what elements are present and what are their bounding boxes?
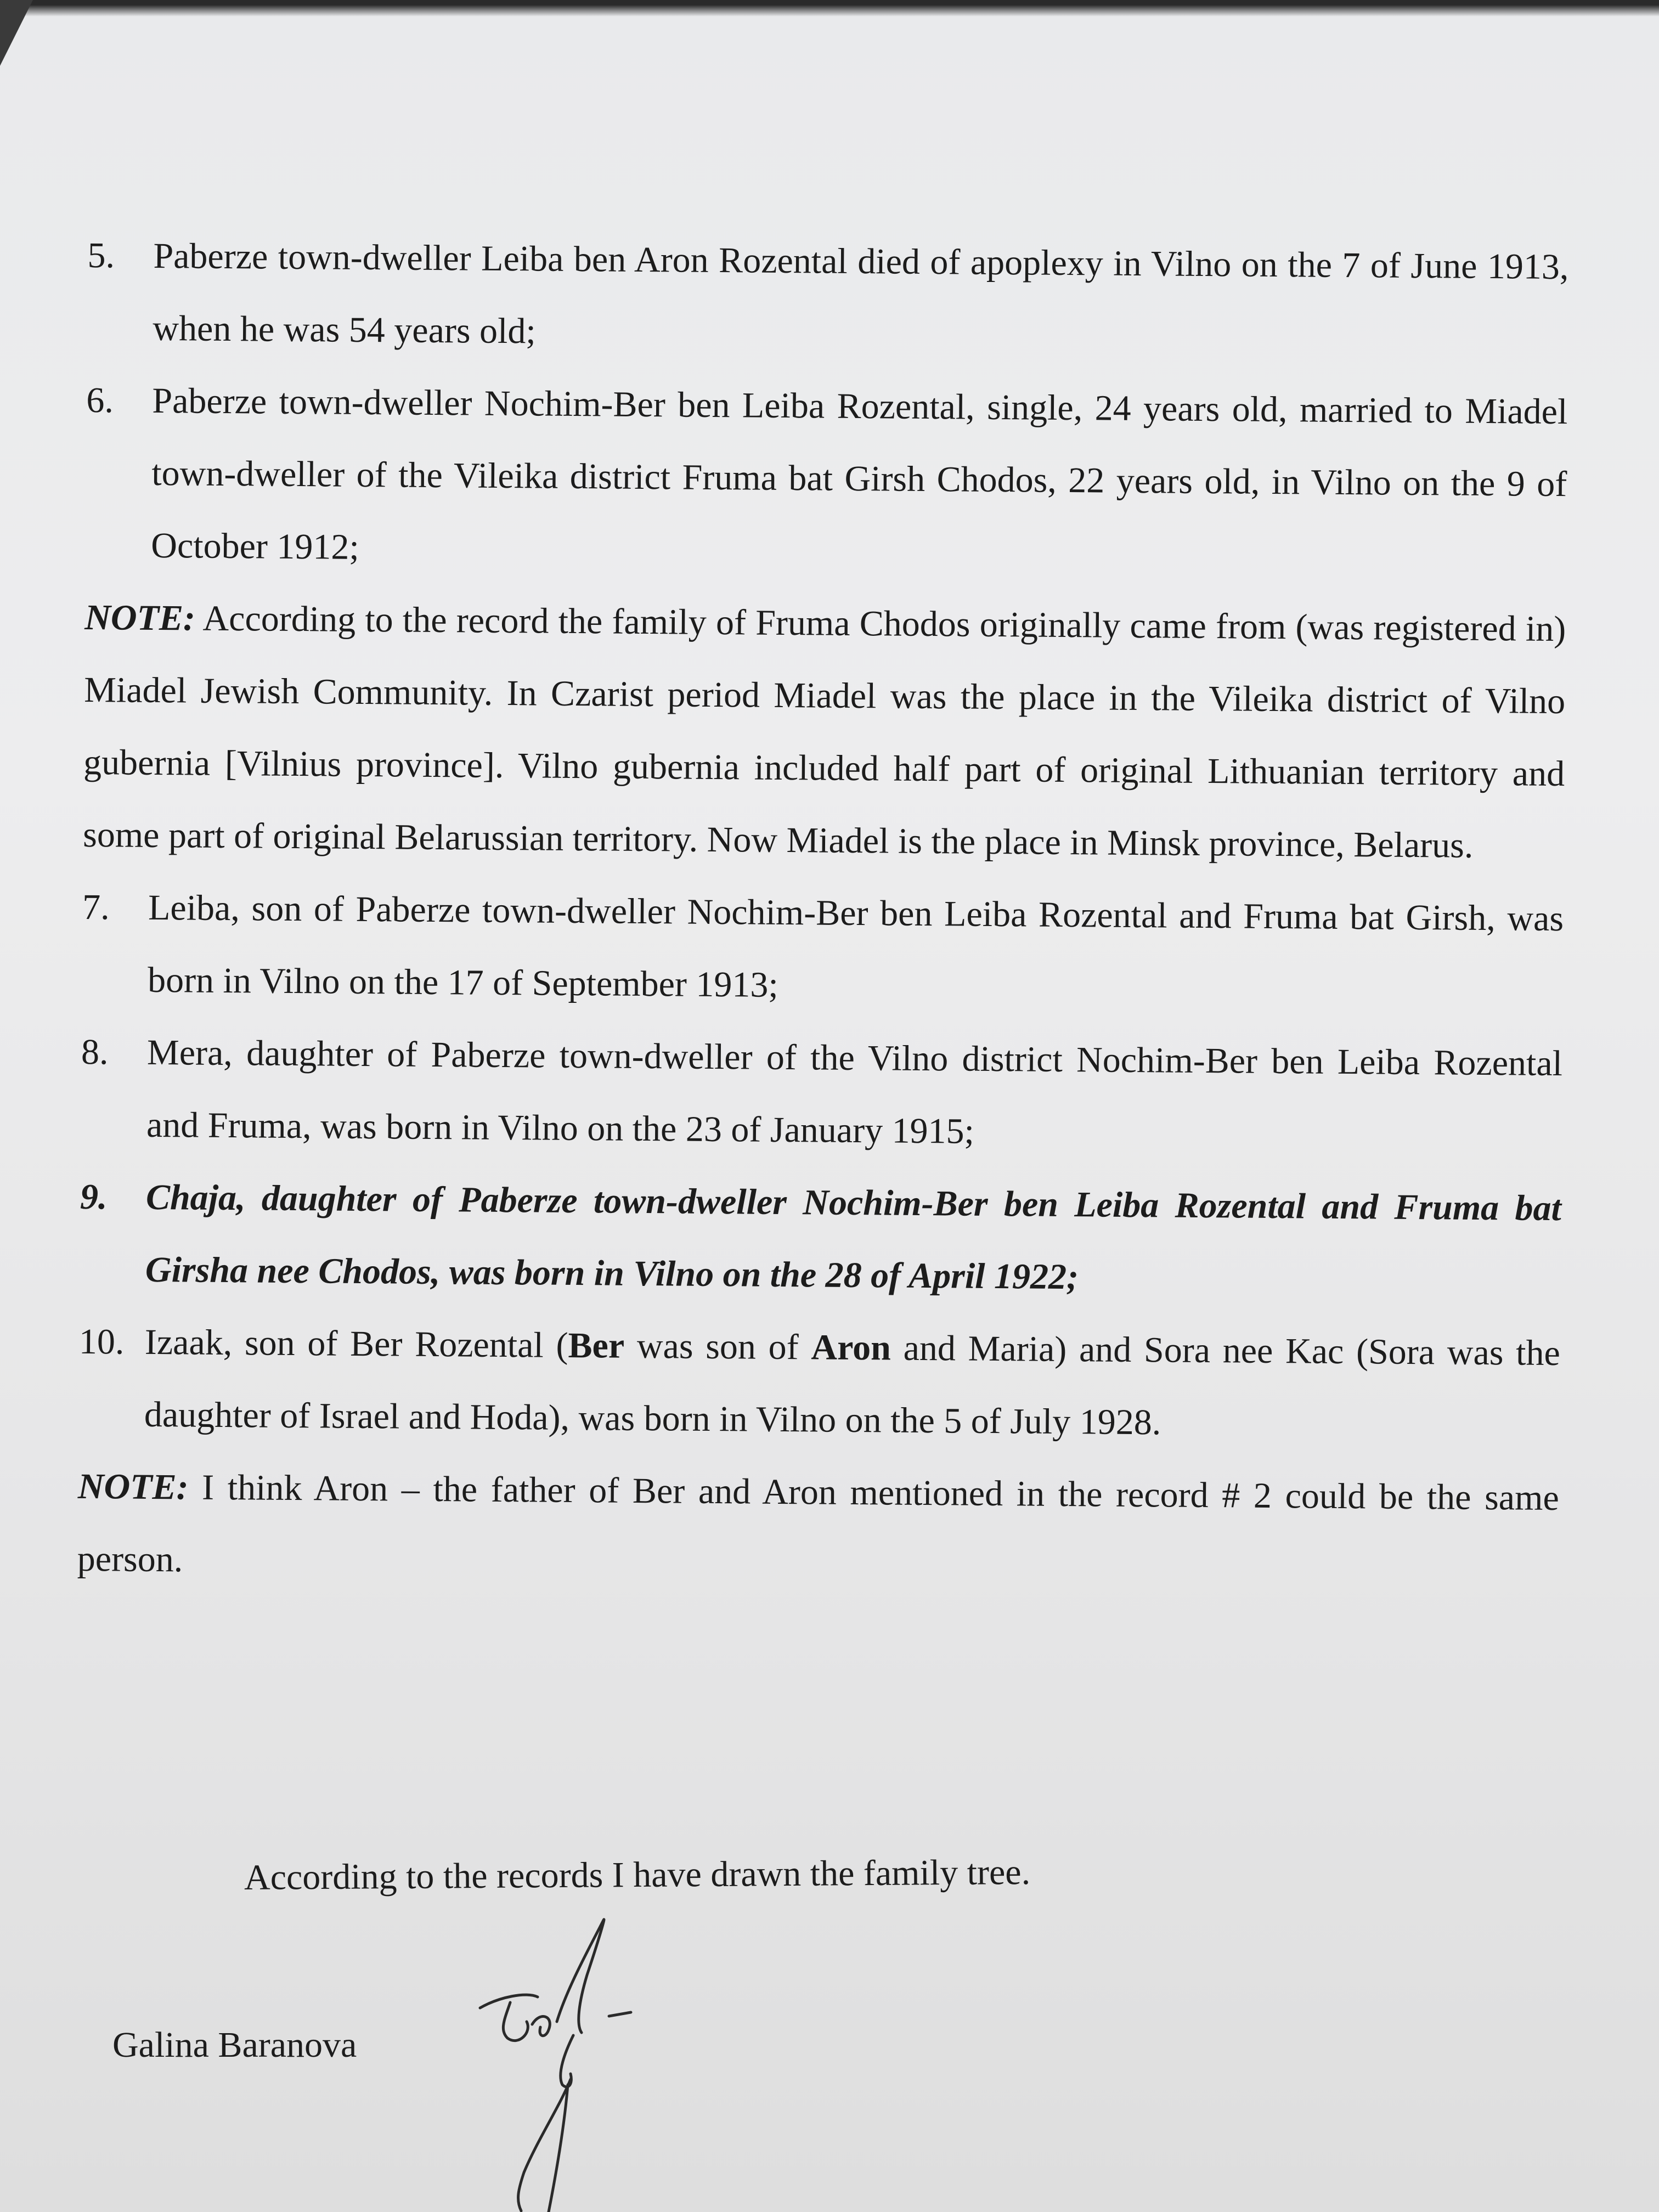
record-item-9 [79, 1161, 1561, 1317]
bold-name-aron: Aron [811, 1327, 891, 1368]
record-number: 8. [81, 1031, 109, 1073]
record-text-part: Izaak, son of Ber Rozental ( [144, 1322, 568, 1365]
closing-statement: According to the records I have drawn the family tree. [244, 1852, 1031, 1898]
record-item-6 [85, 364, 1568, 593]
note-label: NOTE: [84, 597, 196, 639]
top-edge-shadow [0, 0, 1659, 16]
record-item-5 [87, 219, 1569, 376]
record-text: Chaja, daughter of Paberze town-dweller Nochim-Ber ben Leiba Rozental and Fruma bat Girsha nee Chodos, was born in Vilno on the 28 of April 1922; [145, 1177, 1562, 1297]
record-text-part: and Maria) and Sora nee Kac (Sora was the daughter of Israel and Hoda), was born in Vilno on the 5 of July 1928. [144, 1328, 1561, 1443]
bold-name-ber: Ber [568, 1325, 625, 1366]
handwritten-signature [466, 1909, 686, 2212]
record-item-10 [78, 1306, 1560, 1462]
record-text: Paberze town-dweller Nochim-Ber ben Leiba Rozental, single, 24 years old, married to Miadel town-dweller of the Vileika district Fruma bat Girsh Chodos, 22 years old, in Vilno on the 9 of October 1912; [151, 380, 1568, 567]
note-label: NOTE: [77, 1466, 189, 1508]
note-text: According to the record the family of Fruma Chodos originally came from (was registered in) Miadel Jewish Community. In Czarist period Miadel was the place in the Vileika district of Vilno gubernia [Vilnius province]. Vilno gubernia included half part of original Lithuanian territory and some part of original Belarussian territory. Now Miadel is the place in Minsk province, Belarus. [82, 598, 1566, 866]
record-item-8 [81, 1016, 1563, 1172]
record-number: 7. [82, 887, 110, 928]
signer-name: Galina Baranova [112, 2025, 357, 2065]
record-list [77, 219, 1569, 1607]
record-text: Mera, daughter of Paberze town-dweller of the Vilno district Nochim-Ber ben Leiba Rozental and Fruma, was born in Vilno on the 23 of January 1915; [146, 1032, 1563, 1152]
note-aron [77, 1451, 1559, 1607]
record-text: Paberze town-dweller Leiba ben Aron Rozental died of apoplexy in Vilno on the 7 of June 1913, when he was 54 years old; [153, 235, 1569, 352]
record-item-7 [82, 871, 1564, 1028]
note-miadel [83, 582, 1566, 883]
note-text: I think Aron – the father of Ber and Aron mentioned in the record # 2 could be the same person. [77, 1467, 1560, 1580]
record-number: 10. [78, 1321, 125, 1362]
record-number: 5. [87, 235, 115, 276]
record-number: 9. [80, 1176, 108, 1217]
folded-corner [0, 0, 33, 66]
record-text: Leiba, son of Paberze town-dweller Nochim-Ber ben Leiba Rozental and Fruma bat Girsh, was born in Vilno on the 17 of September 1913; [147, 887, 1564, 1005]
record-number: 6. [86, 380, 114, 421]
record-text-part: was son of [624, 1325, 811, 1368]
